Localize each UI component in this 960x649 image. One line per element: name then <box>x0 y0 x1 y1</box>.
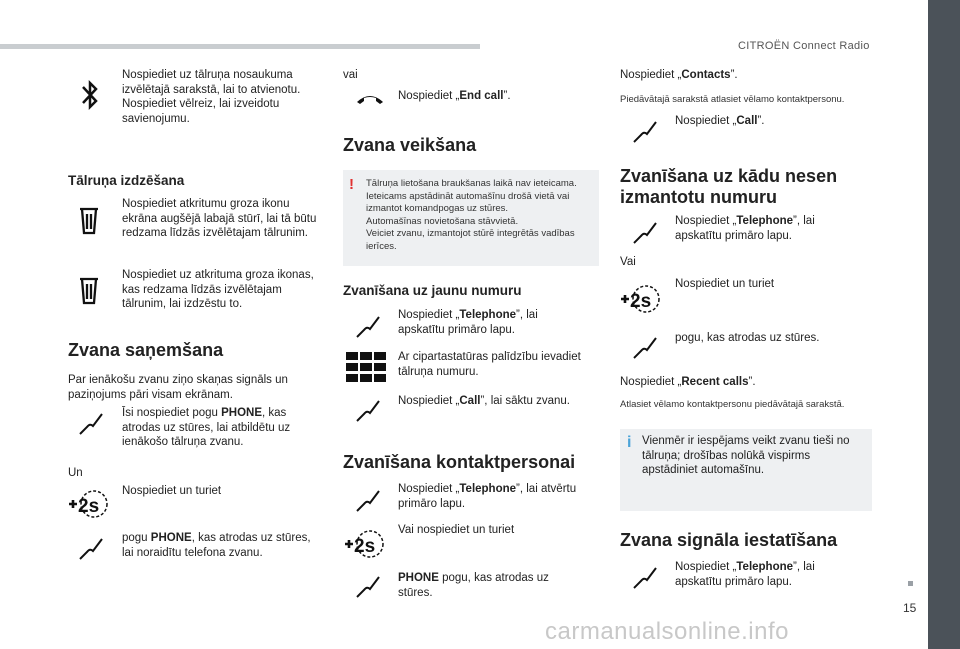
contacts-note: Piedāvātajā sarakstā atlasiet vēlamo kontaktpersonu. <box>620 94 845 105</box>
end-call-text: Nospiediet „End call”. <box>398 90 511 102</box>
heading-call-contact: Zvanīšana kontaktpersonai <box>343 452 576 472</box>
press-icon <box>78 535 104 561</box>
press-icon <box>632 564 658 590</box>
page-sidebar <box>928 0 960 649</box>
svg-text:2s: 2s <box>354 536 376 557</box>
page-marker <box>908 581 913 586</box>
press-icon <box>632 219 658 245</box>
warning-icon: ! <box>349 176 354 193</box>
recent-step-1: Nospiediet „Telephone”, lai apskatītu primāro lapu. <box>675 215 815 242</box>
svg-text:2s: 2s <box>630 291 652 312</box>
heading-new-number: Zvanīšana uz jaunu numuru <box>343 283 522 298</box>
info-icon: i <box>627 434 632 451</box>
heading-receive-call: Zvana saņemšana <box>68 340 224 360</box>
press-icon <box>355 487 381 513</box>
receive-step-1: Īsi nospiediet pogu PHONE, kas atrodas uz stūres, lai atbildētu uz ienākošo tālruņa zvanu. <box>122 407 291 448</box>
press-icon <box>355 397 381 423</box>
recent-step-2: Nospiediet un turiet <box>675 278 775 290</box>
new-step-3: Nospiediet „Call”, lai sāktu zvanu. <box>398 395 570 407</box>
header-bar <box>0 44 480 49</box>
or-text: vai <box>343 69 358 81</box>
new-step-2: Ar cipartastatūras palīdzību ievadiet tālruņa numuru. <box>398 351 581 378</box>
delete-text-1: Nospiediet atkritumu groza ikonu ekrāna augšējā labajā stūrī, lai tā būtu redzama līdzās izvēlētajam tālrunim. <box>122 198 317 239</box>
ringtone-step-1: Nospiediet „Telephone”, lai apskatītu primāro lapu. <box>675 561 815 588</box>
recent-step-3: pogu, kas atrodas uz stūres. <box>675 332 820 344</box>
recent-calls-note: Atlasiet vēlamo kontaktpersonu piedāvātajā sarakstā. <box>620 399 845 410</box>
trash-icon <box>78 276 100 306</box>
bluetooth-text: Nospiediet uz tālruņa nosaukuma izvēlētajā sarakstā, lai to atvienotu. Nospiediet vēlreiz, lai izveidotu savienojumu. <box>122 69 301 125</box>
contact-step-2: Vai nospiediet un turiet <box>398 524 515 536</box>
press-icon <box>632 118 658 144</box>
receive-step-2: Nospiediet un turiet <box>122 485 222 497</box>
bluetooth-icon <box>80 78 100 112</box>
page-number: 15 <box>903 601 917 615</box>
new-step-1: Nospiediet „Telephone”, lai apskatītu primāro lapu. <box>398 309 538 336</box>
header-title: CITROËN Connect Radio <box>738 40 870 52</box>
watermark: carmanualsonline.info <box>545 618 789 645</box>
receive-intro: Par ienākošu zvanu ziņo skaņas signāls un paziņojums pāri visam ekrānam. <box>68 374 288 401</box>
heading-ringtone: Zvana signāla iestatīšana <box>620 530 838 550</box>
delete-text-2: Nospiediet uz atkrituma groza ikonas, kas redzama līdzās izvēlētajam tālrunim, lai izdzēstu to. <box>122 269 314 310</box>
or-text: Un <box>68 467 83 479</box>
press-icon <box>355 573 381 599</box>
press-icon <box>355 313 381 339</box>
trash-icon <box>78 206 100 236</box>
recent-calls-text: Nospiediet „Recent calls”. <box>620 376 756 388</box>
contact-step-1: Nospiediet „Telephone”, lai atvērtu primāro lapu. <box>398 483 577 510</box>
info-text: Vienmēr ir iespējams veikt zvanu tieši no tālruņa; drošības nolūkā vispirms apstādiniet automašīnu. <box>642 435 850 476</box>
press-hold-2s-icon <box>618 285 662 313</box>
or-text: Vai <box>620 256 636 268</box>
receive-step-3: pogu PHONE, kas atrodas uz stūres, lai noraidītu telefona zvanu. <box>122 532 311 559</box>
press-hold-2s-icon <box>66 490 110 518</box>
end-call-icon <box>355 92 385 106</box>
press-icon <box>632 334 658 360</box>
svg-text:2s: 2s <box>78 496 100 517</box>
press-icon <box>78 410 104 436</box>
warning-text: Tālruņa lietošana braukšanas laikā nav ieteicama. Ieteicams apstādināt automašīnu drošā vietā vai izmantot komandpogas uz stūres. Automašīnas novietošana stāvvietā. Veiciet zvanu, izmantojot stūrē integrētās vadības ierīces. <box>366 178 577 252</box>
contact-step-3: PHONE pogu, kas atrodas uz stūres. <box>398 572 549 599</box>
heading-recent-call: Zvanīšana uz kādu nesen izmantotu numuru <box>620 166 838 207</box>
heading-delete-phone: Tālruņa izdzēšana <box>68 173 185 188</box>
press-hold-2s-icon <box>342 530 386 558</box>
contacts-text: Nospiediet „Contacts”. <box>620 69 738 81</box>
keypad-icon <box>346 352 386 382</box>
heading-make-call: Zvana veikšana <box>343 135 477 155</box>
call-text: Nospiediet „Call”. <box>675 115 765 127</box>
